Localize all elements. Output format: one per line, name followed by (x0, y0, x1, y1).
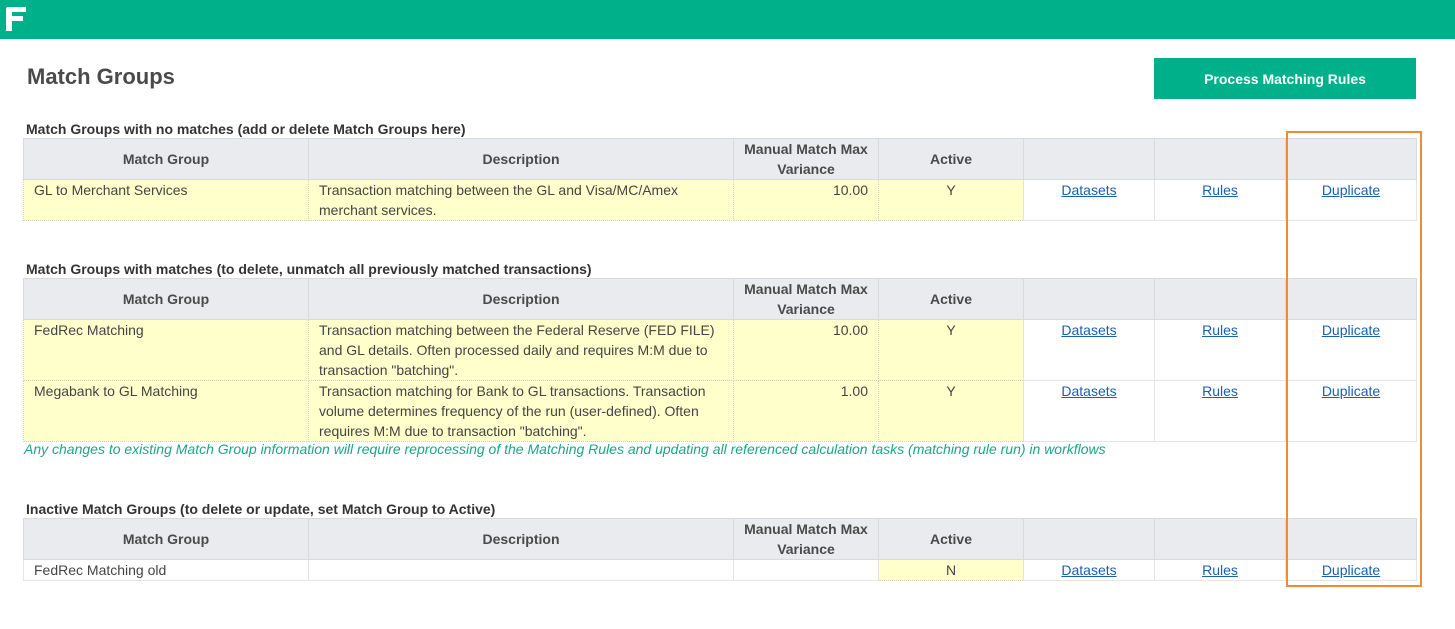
active-cell[interactable]: Y (879, 320, 1024, 381)
match-group-cell[interactable]: Megabank to GL Matching (24, 381, 309, 442)
rules-cell (1155, 180, 1286, 221)
column-header-rules (1155, 139, 1286, 180)
column-header-variance: Manual Match Max Variance (734, 139, 879, 180)
active-cell[interactable]: Y (879, 381, 1024, 442)
table-no-matches (23, 138, 1417, 221)
reprocessing-note: Any changes to existing Match Group information will require reprocessing of the Matching Rules and updating all referenced calculation tasks (matching rule run) in workflows (24, 441, 1106, 457)
column-header-datasets (1024, 279, 1155, 320)
column-header-datasets (1024, 519, 1155, 560)
page-title: Match Groups (27, 64, 175, 89)
description-cell[interactable]: Transaction matching for Bank to GL transactions. Transaction volume determines frequency of the run (user-defined). Often requires M:M due to transaction "batching". (309, 381, 734, 442)
process-matching-rules-button[interactable]: Process Matching Rules (1154, 58, 1416, 99)
rules-link[interactable]: Rules (1202, 562, 1238, 578)
column-header-match-group: Match Group (24, 519, 309, 560)
column-header-variance: Manual Match Max Variance (734, 279, 879, 320)
datasets-link[interactable]: Datasets (1061, 383, 1117, 399)
top-bar (0, 0, 1455, 39)
column-header-variance: Manual Match Max Variance (734, 519, 879, 560)
column-header-active: Active (879, 279, 1024, 320)
duplicate-cell (1286, 381, 1417, 442)
table-row (24, 180, 1417, 221)
column-header-match-group: Match Group (24, 139, 309, 180)
variance-cell[interactable] (734, 560, 879, 581)
datasets-cell (1024, 560, 1155, 581)
duplicate-cell (1286, 180, 1417, 221)
rules-cell (1155, 381, 1286, 442)
column-header-duplicate (1286, 139, 1417, 180)
brand-logo-icon[interactable] (4, 5, 28, 33)
match-group-cell[interactable]: FedRec Matching old (24, 560, 309, 581)
column-header-description: Description (309, 519, 734, 560)
section-title-with-matches: Match Groups with matches (to delete, unmatch all previously matched transactions) (26, 261, 592, 277)
rules-link[interactable]: Rules (1202, 182, 1238, 198)
datasets-cell (1024, 381, 1155, 442)
column-header-active: Active (879, 519, 1024, 560)
column-header-datasets (1024, 139, 1155, 180)
active-cell[interactable]: N (879, 560, 1024, 581)
rules-cell (1155, 560, 1286, 581)
variance-cell[interactable]: 10.00 (734, 180, 879, 221)
rules-cell (1155, 320, 1286, 381)
section-title-no-matches: Match Groups with no matches (add or delete Match Groups here) (26, 121, 466, 137)
variance-cell[interactable]: 10.00 (734, 320, 879, 381)
description-cell[interactable]: Transaction matching between the Federal Reserve (FED FILE) and GL details. Often processed daily and requires M:M due to transaction "batching". (309, 320, 734, 381)
duplicate-link[interactable]: Duplicate (1321, 182, 1381, 198)
datasets-cell (1024, 320, 1155, 381)
active-cell[interactable]: Y (879, 180, 1024, 221)
datasets-link[interactable]: Datasets (1061, 182, 1117, 198)
table-inactive (23, 518, 1417, 581)
column-header-description: Description (309, 279, 734, 320)
column-header-description: Description (309, 139, 734, 180)
rules-link[interactable]: Rules (1202, 383, 1238, 399)
section-title-inactive: Inactive Match Groups (to delete or update, set Match Group to Active) (26, 501, 496, 517)
description-cell[interactable] (309, 560, 734, 581)
table-row (24, 560, 1417, 581)
match-group-cell[interactable]: GL to Merchant Services (24, 180, 309, 221)
variance-cell[interactable]: 1.00 (734, 381, 879, 442)
duplicate-link[interactable]: Duplicate (1321, 562, 1381, 578)
column-header-match-group: Match Group (24, 279, 309, 320)
match-group-cell[interactable]: FedRec Matching (24, 320, 309, 381)
table-with-matches (23, 278, 1417, 442)
description-cell[interactable]: Transaction matching between the GL and Visa/MC/Amex merchant services. (309, 180, 734, 221)
duplicate-cell (1286, 560, 1417, 581)
table-row (24, 381, 1417, 442)
duplicate-cell (1286, 320, 1417, 381)
datasets-cell (1024, 180, 1155, 221)
duplicate-link[interactable]: Duplicate (1321, 322, 1381, 338)
duplicate-link[interactable]: Duplicate (1321, 383, 1381, 399)
column-header-active: Active (879, 139, 1024, 180)
column-header-rules (1155, 279, 1286, 320)
table-row (24, 320, 1417, 381)
column-header-duplicate (1286, 519, 1417, 560)
datasets-link[interactable]: Datasets (1061, 562, 1117, 578)
column-header-duplicate (1286, 279, 1417, 320)
datasets-link[interactable]: Datasets (1061, 322, 1117, 338)
rules-link[interactable]: Rules (1202, 322, 1238, 338)
column-header-rules (1155, 519, 1286, 560)
